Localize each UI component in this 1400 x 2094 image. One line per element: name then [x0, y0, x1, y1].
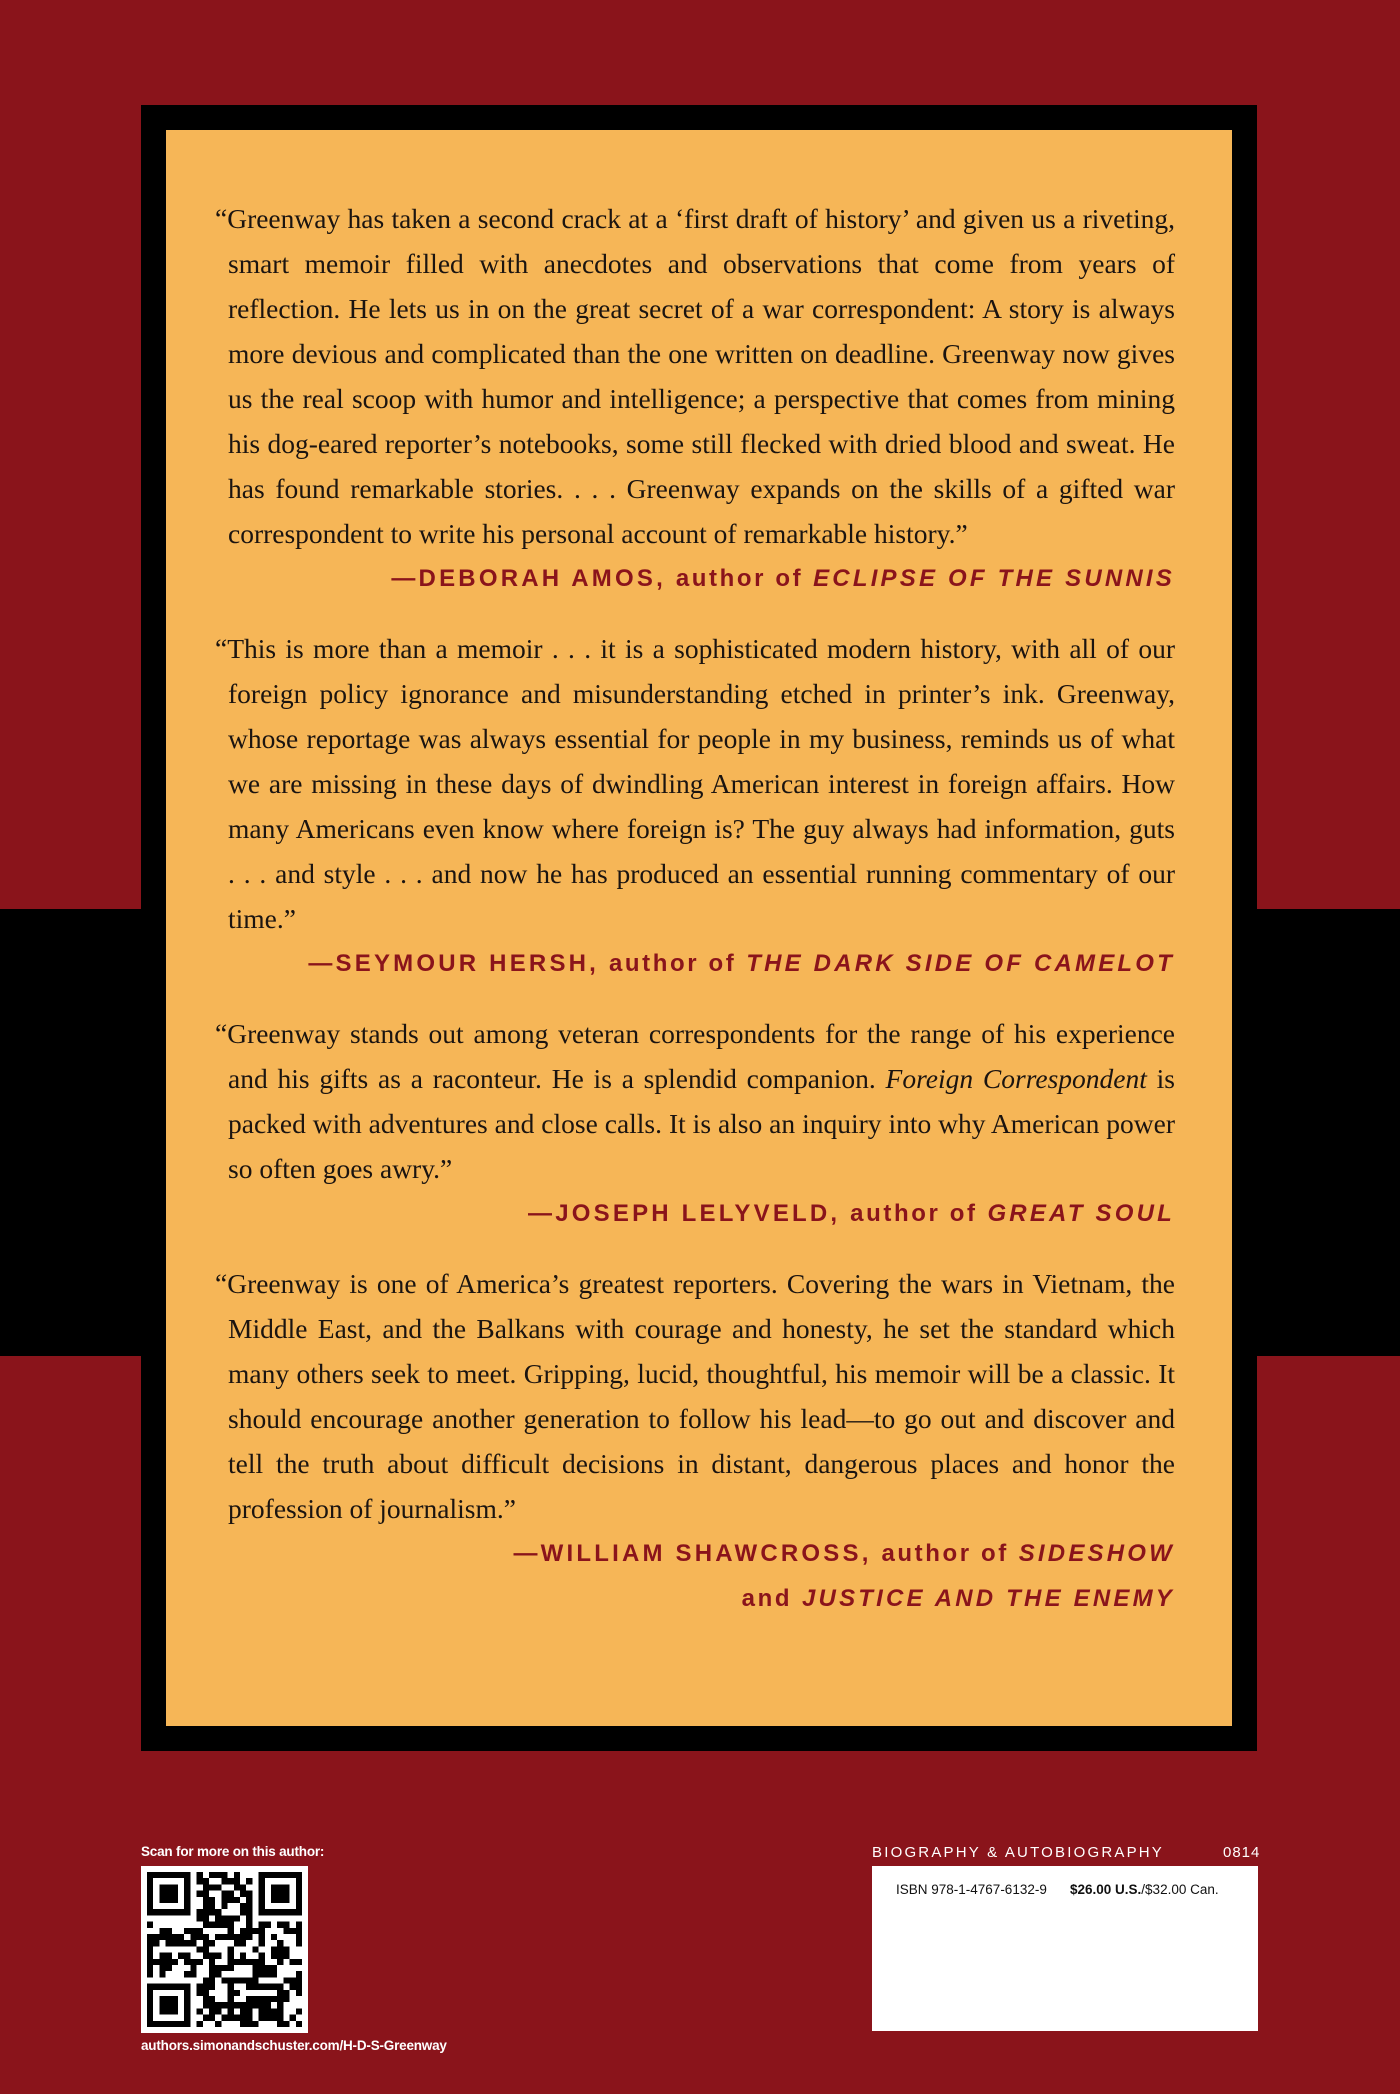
quote-hersh	[215, 626, 1175, 986]
attribution-book: JUSTICE AND THE ENEMY	[801, 1585, 1175, 1612]
quote-text: “Greenway has taken a second crack at a ‘first draft of history’ and given us a riveting, smart memoir filled with anecdotes and observations that come from years of reflection. He lets us in on the great secret of a war correspondent: A story is always more devious and complicated than the one written on deadline. Greenway now gives us the real scoop with humor and intelligence; a perspective that comes from mining his dog-eared reporter’s notebooks, some still flecked with dried blood and sweat. He has found remarkable stories. . . . Greenway expands on the skills of a gifted war correspondent to write his personal account of remarkable history.”	[215, 203, 1175, 549]
scan-label: Scan for more on this author:	[141, 1844, 325, 1859]
attribution-author: —WILLIAM SHAWCROSS,	[513, 1540, 872, 1567]
attribution-book: THE DARK SIDE OF CAMELOT	[746, 950, 1175, 977]
attribution-connector: author of	[608, 950, 737, 977]
price-can: /$32.00 Can.	[1141, 1882, 1219, 1897]
quote-text	[215, 1011, 1175, 1191]
attribution-connector: and	[741, 1585, 793, 1612]
category-label: BIOGRAPHY & AUTOBIOGRAPHY	[872, 1844, 1165, 1861]
attribution-book: SIDESHOW	[1018, 1540, 1175, 1567]
qr-code-icon	[147, 1872, 302, 2027]
price-us: $26.00 U.S.	[1070, 1882, 1142, 1897]
catalog-code: 0814	[1223, 1844, 1261, 1861]
attribution-book: ECLIPSE OF THE SUNNIS	[813, 565, 1175, 592]
isbn: ISBN 978-1-4767-6132-9	[896, 1882, 1047, 1897]
quote-text-part: “Greenway stands out among veteran correspondents for the range of his experience and his gifts as a raconteur. He is a splendid companion.	[215, 1018, 1175, 1094]
price	[1070, 1882, 1219, 1897]
barcode-box	[872, 1866, 1258, 2031]
attribution-author: —DEBORAH AMOS,	[391, 565, 666, 592]
attribution-connector: author of	[881, 1540, 1009, 1567]
quote-text-part: is packed with adventures and close calls. It is also an inquiry into why American power so often goes awry.”	[228, 1063, 1176, 1184]
quote-amos	[215, 196, 1175, 601]
attribution	[215, 1531, 1175, 1576]
attribution-connector: author of	[850, 1200, 978, 1227]
qr-modules	[147, 1872, 302, 2027]
qr-code[interactable]	[141, 1866, 308, 2033]
quotes-list	[215, 196, 1175, 1621]
quote-text: “Greenway is one of America’s greatest reporters. Covering the wars in Vietnam, the Middle East, and the Balkans with courage and honesty, he set the standard which many others seek to meet. Gripping, lucid, thoughtful, his memoir will be a classic. It should encourage another generation to follow his lead—to go out and discover and tell the truth about difficult decisions in distant, dangerous places and honor the profession of journalism.”	[215, 1268, 1175, 1524]
quote-text: “This is more than a memoir . . . it is a sophisticated modern history, with all of our foreign policy ignorance and misunderstanding etched in printer’s ink. Greenway, whose reportage was always essential for people in my business, reminds us of what we are missing in these days of dwindling American interest in foreign affairs. How many Americans even know where foreign is? The guy always had information, guts . . . and style . . . and now he has produced an essential running commentary of our time.”	[215, 633, 1175, 934]
attribution-continued	[215, 1576, 1175, 1621]
attribution-author: —JOSEPH LELYVELD,	[528, 1200, 841, 1227]
quote-book-title: Foreign Correspondent	[885, 1063, 1147, 1094]
attribution	[215, 941, 1175, 986]
attribution	[215, 556, 1175, 601]
attribution	[215, 1191, 1175, 1236]
attribution-connector: author of	[675, 565, 804, 592]
quote-lelyveld	[215, 1011, 1175, 1236]
quote-shawcross	[215, 1261, 1175, 1621]
author-url[interactable]: authors.simonandschuster.com/H-D-S-Greenway	[141, 2038, 447, 2053]
attribution-author: —SEYMOUR HERSH,	[308, 950, 600, 977]
attribution-book: GREAT SOUL	[987, 1200, 1175, 1227]
